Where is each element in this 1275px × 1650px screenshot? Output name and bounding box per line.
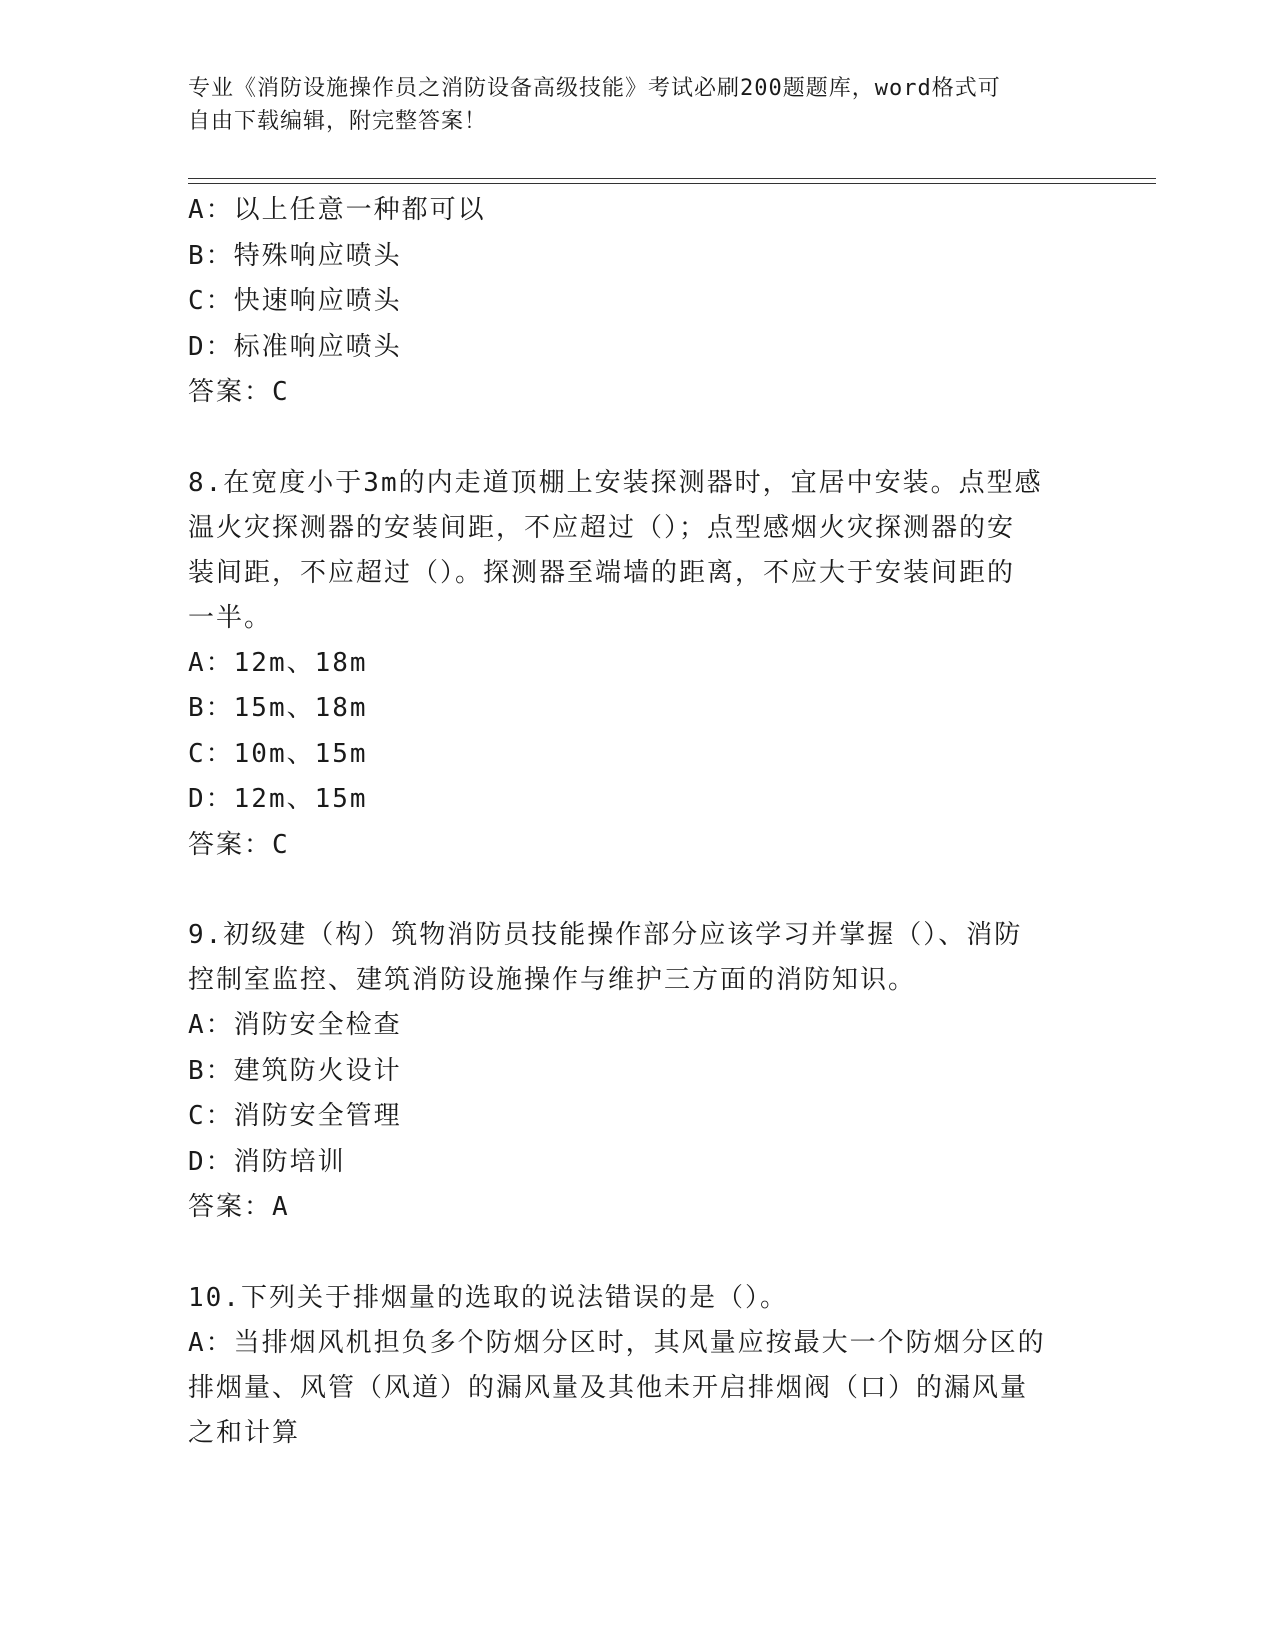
question-10 (188, 1276, 1088, 1456)
option-a-line: 排烟量、风管（风道）的漏风量及其他未开启排烟阀（口）的漏风量 (188, 1372, 1029, 1403)
question-text-line: 8.在宽度小于3m的内走道顶棚上安装探测器时，宜居中安装。点型感 (188, 467, 1043, 498)
option-a-line: A：当排烟风机担负多个防烟分区时，其风量应按最大一个防烟分区的 (188, 1327, 1046, 1358)
option-a: A：消防安全检查 (188, 1010, 402, 1040)
question-text-line: 温火灾探测器的安装间距，不应超过（）；点型感烟火灾探测器的安 (188, 512, 1016, 543)
answer: 答案：A (188, 1192, 290, 1222)
question-text-line: 装间距，不应超过（）。探测器至端墙的距离，不应大于安装间距的 (188, 557, 1016, 588)
option-d: D：消防培训 (188, 1146, 346, 1177)
question-content (188, 188, 1088, 1456)
option-a-line: 之和计算 (188, 1417, 301, 1448)
question-title: 10.下列关于排烟量的选取的说法错误的是（）。 (188, 1282, 788, 1313)
option-d: D：标准响应喷头 (188, 331, 402, 362)
answer: 答案：C (188, 829, 290, 860)
question-text-line: 9.初级建（构）筑物消防员技能操作部分应该学习并掌握（）、消防 (188, 920, 1023, 950)
option-d: D：12m、15m (188, 784, 368, 814)
option-c: C：快速响应喷头 (188, 286, 402, 316)
spacer (188, 868, 1088, 913)
option-a: A：12m、18m (188, 647, 368, 678)
question-8 (188, 461, 1088, 869)
question-text-line: 一半。 (188, 602, 273, 633)
spacer (188, 1231, 1088, 1276)
header-rule-top (188, 178, 1156, 179)
header-line-2: 自由下载编辑，附完整答案！ (188, 109, 488, 134)
option-c: C：消防安全管理 (188, 1101, 402, 1131)
question-7 (188, 188, 1088, 416)
document-header (188, 72, 1068, 138)
question-text-line: 控制室监控、建筑消防设施操作与维护三方面的消防知识。 (188, 965, 917, 995)
option-a: A：以上任意一种都可以 (188, 195, 486, 225)
spacer (188, 416, 1088, 461)
option-b: B：特殊响应喷头 (188, 240, 402, 271)
answer: 答案：C (188, 377, 290, 407)
option-b: B：建筑防火设计 (188, 1055, 402, 1086)
option-c: C：10m、15m (188, 738, 368, 769)
option-b: B：15m、18m (188, 693, 368, 723)
question-9 (188, 913, 1088, 1231)
header-rule-bottom (188, 183, 1156, 184)
header-line-1: 专业《消防设施操作员之消防设备高级技能》考试必刷200题题库，word格式可 (188, 76, 1001, 101)
